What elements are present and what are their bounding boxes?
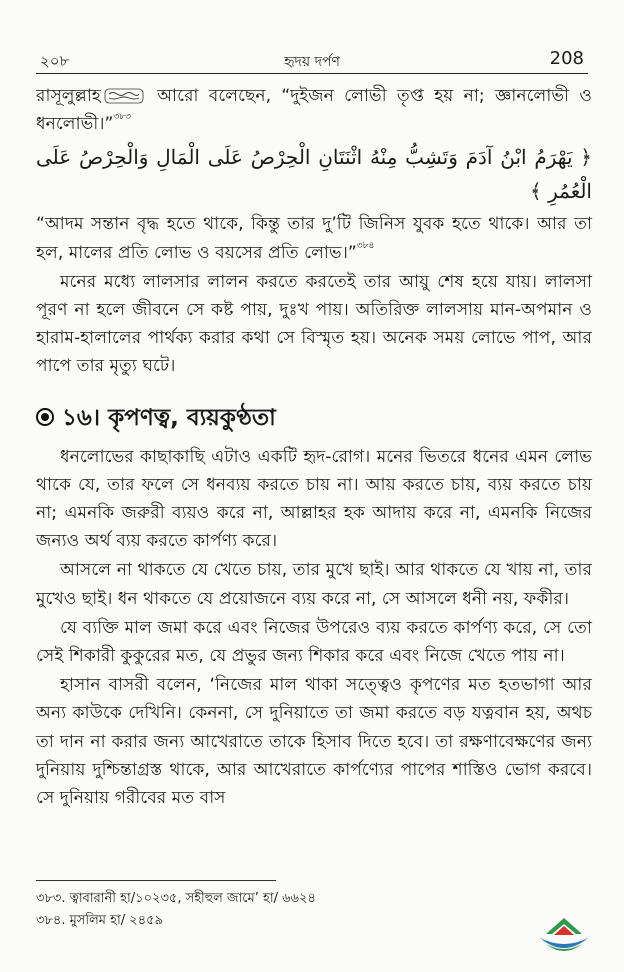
- section-heading: ১৬। কৃপণত্ব, ব্যয়কুণ্ঠতা: [36, 401, 592, 435]
- paragraph: মনের মধ্যে লালসার লালন করতে করতেই তার আয়ু শেষ হয়ে যায়। লালসা পূরণ না হলে জীবনে সে কষ্ট পায়, দুঃখ পায়। অতিরিক্ত লালসায় মান-অপমান ও হারাম-হালালের পার্থক্য করার কথা সে বিস্মৃত হয়। অনেক সময় লোভে পাপ, আর পাপে তার মৃত্যু ঘটে।: [36, 271, 592, 377]
- paragraph: আসলে না থাকতে যে খেতে চায়, তার মুখে ছাই। আর থাকতে যে খায় না, তার মুখেও ছাই। ধন থাকতে যে প্রয়োজনে ব্যয় করে না, সে আসলে ধনী নয়, ফকীর।: [36, 560, 592, 609]
- arabic-quote: ﴿ يَهْرَمُ ابْنُ آدَمَ وَتَشِبُّ مِنْهُ اثْنَتَانِ الْحِرْصُ عَلَى الْمَالِ وَالْحِرْصُ عَلَى الْعُمُرِ ﴾: [36, 145, 592, 204]
- paragraph: যে ব্যক্তি মাল জমা করে এবং নিজের উপরেও ব্যয় করতে কার্পণ্য করে, সে তো সেই শিকারী কুকুরের মত, যে প্রভুর জন্য শিকার করে এবং নিজে খেতে পায় না।: [36, 617, 592, 667]
- paragraph: হাসান বাসরী বলেন, ‘নিজের মাল থাকা সত্ত্বেও কৃপণের মত হতভাগা আর অন্য কাউকে দেখিনি। কেননা, সে দুনিয়াতে তা জমা করতে বড় যত্নবান হয়, অথচ তা দান না করার জন্য আখেরাতে তাকে হিসাব দিতে হবে। তা রক্ষণাবেক্ষণের জন্য দুনিয়ায় দুশ্চিন্তাগ্রস্ত থাকে, আর আখেরাতে কার্পণ্যের পাপের শাস্তিও ভোগ করবে। সে দুনিয়ায় গরীবের মত বাস: [36, 675, 592, 809]
- publisher-logo-icon: [536, 914, 592, 956]
- bullet-icon: [36, 408, 54, 426]
- footnote: ৩৮৪. মুসলিম হা/ ২৪৫৯: [36, 913, 164, 928]
- footnote-ref: ৩৮৪: [356, 240, 375, 251]
- footnote-rule: [36, 880, 276, 881]
- paragraph: ধনলোভের কাছাকাছি এটাও একটি হৃদ-রোগ। মনের ভিতরে ধনের এমন লোভ থাকে যে, তার ফলে সে ধনব্যয় করতে চায় না। আয় করতে চায়, ব্যয় করতে চায় না; এমনকি জরুরী ব্যয়ও করে না, আল্লাহর হক আদায় করে না, এমনকি নিজের জন্যও অর্থ ব্যয় করতে কার্পণ্য করে।: [36, 446, 592, 552]
- page-header: [40, 48, 584, 70]
- page-number: 208: [549, 48, 584, 69]
- footnote: ৩৮৩. ত্বাবারানী হা/১০২৩৫, সহীহুল জামে’ হা/ ৬৬২৪: [36, 891, 316, 906]
- footnotes: [36, 888, 316, 932]
- paragraph: “আদম সন্তান বৃদ্ধ হতে থাকে, কিন্তু তার দু’টি জিনিস যুবক হতে থাকে। আর তা হল, মালের প্রতি লোভ ও বয়সের প্রতি লোভ।”$^{৩৮৪}$: [36, 214, 592, 263]
- page-body: [36, 82, 592, 812]
- header-rule: [36, 73, 588, 74]
- footnote-ref: ৩৮৩: [113, 112, 131, 123]
- salawat-icon: [104, 88, 144, 104]
- page-number-bengali: ২০৮: [40, 52, 70, 70]
- paragraph: রাসূলুল্লাহ আরো বলেছেন, “দুইজন লোভী তৃপ্ত হয় না; জ্ঞানলোভী ও ধনলোভী।”$^{৩৮৩}$: [36, 86, 592, 135]
- book-title: হৃদয় দর্পণ: [284, 54, 340, 70]
